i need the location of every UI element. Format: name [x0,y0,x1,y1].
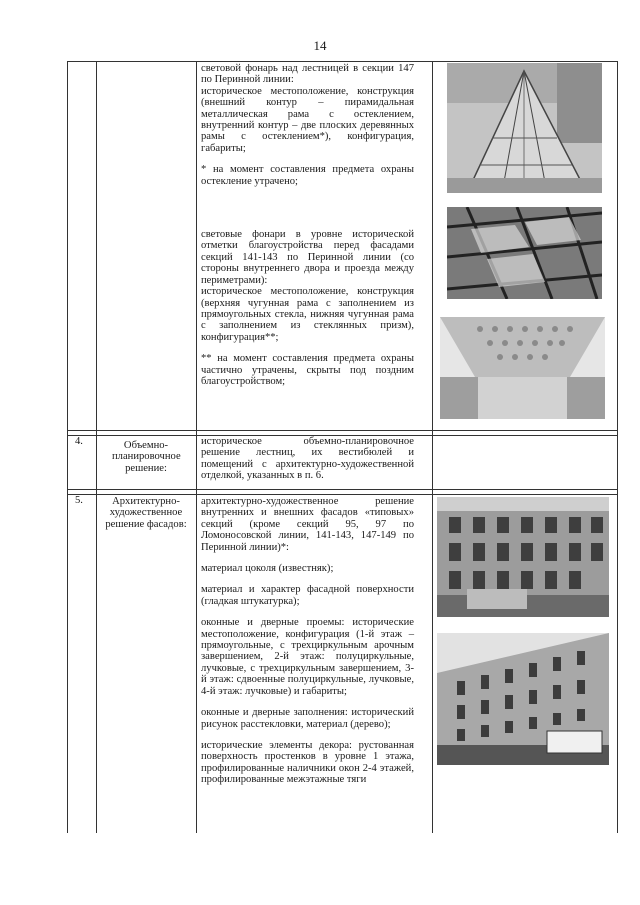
description-paragraph: историческое местоположение, конструкция (верхняя чугунная рама с заполнением из прямоугольных стекла, нижняя чугунная рама с заполнением из стеклянных призм), конфигурация**; [201,286,414,343]
description-paragraph: оконные и дверные заполнения: исторический рисунок расстекловки, материал (дерево); [201,707,414,730]
row-number: 5. [75,495,83,506]
footnote: * на момент составления предмета охраны остекление утрачено; [201,164,414,187]
description-paragraph: исторические элементы декора: рустованная поверхность простенков в уровне 1 этажа, профилированные наличники окон 2-4 этажей, профилированные межэтажные тяги [201,739,414,786]
row-name: Архитектурно-художественное решение фасадов: [105,496,187,530]
description-paragraph: историческое местоположение, конструкция (внешний контур – пирамидальная металлическая рама с остеклением, внутренний контур – две плоских деревянных рамы с остеклением*), конфигурация, габариты; [201,85,414,154]
description-paragraph: световой фонарь над лестницей в секции 147 по Перинной линии: [201,63,414,86]
table-border [432,61,433,833]
skylight-pyramid-photo [447,63,602,193]
table-border [67,430,618,431]
table-border [67,61,618,62]
page-number: 14 [313,38,327,53]
description-cell [201,496,414,786]
table-border [67,489,618,490]
facade-street-photo [437,633,609,765]
description-cell [201,63,414,397]
description-paragraph: архитектурно-художественное решение внутренних и внешних фасадов «типовых» секций (кроме секций 95, 97 по Ломоносовской линии, 141-143, 147-149 по Перинной линии)*: [201,496,414,553]
description-cell [201,436,414,482]
table-border [617,61,618,833]
description-paragraph: историческое объемно-планировочное решение лестниц, их вестибюлей и помещений с архитектурно-художественной отделкой, указанных в п. 6. [201,436,414,482]
table-border [67,61,68,833]
row-name: Объемно-планировочное решение: [112,440,181,474]
description-paragraph: световые фонари в уровне исторической отметки благоустройства перед фасадами секций 141-143 по Перинной линии (со стороны внутреннего двора и проезда между периметрами): [201,229,414,286]
table-border [196,61,197,833]
glass-prism-photo [440,317,605,419]
facade-courtyard-photo [437,497,609,617]
description-paragraph: материал и характер фасадной поверхности (гладкая штукатурка); [201,584,414,607]
footnote: ** на момент составления предмета охраны частично утрачены, скрыты под поздним благоустройством; [201,353,414,387]
description-paragraph: материал цоколя (известняк); [201,563,334,575]
table-border [96,61,97,833]
row-number: 4. [75,436,83,447]
description-paragraph: оконные и дверные проемы: исторические местоположение, конфигурация (1-й этаж – прямоугольные, с трехциркульным арочным завершением, 2-й этаж: полуциркульные, лучковые, с трехциркульным завершением, 3-й этаж: сдвоенные полуциркульные, лучковые, 4-й этаж: лучковые) и габариты; [201,617,414,697]
table-border [67,494,618,495]
skylight-frame-photo [447,207,602,299]
